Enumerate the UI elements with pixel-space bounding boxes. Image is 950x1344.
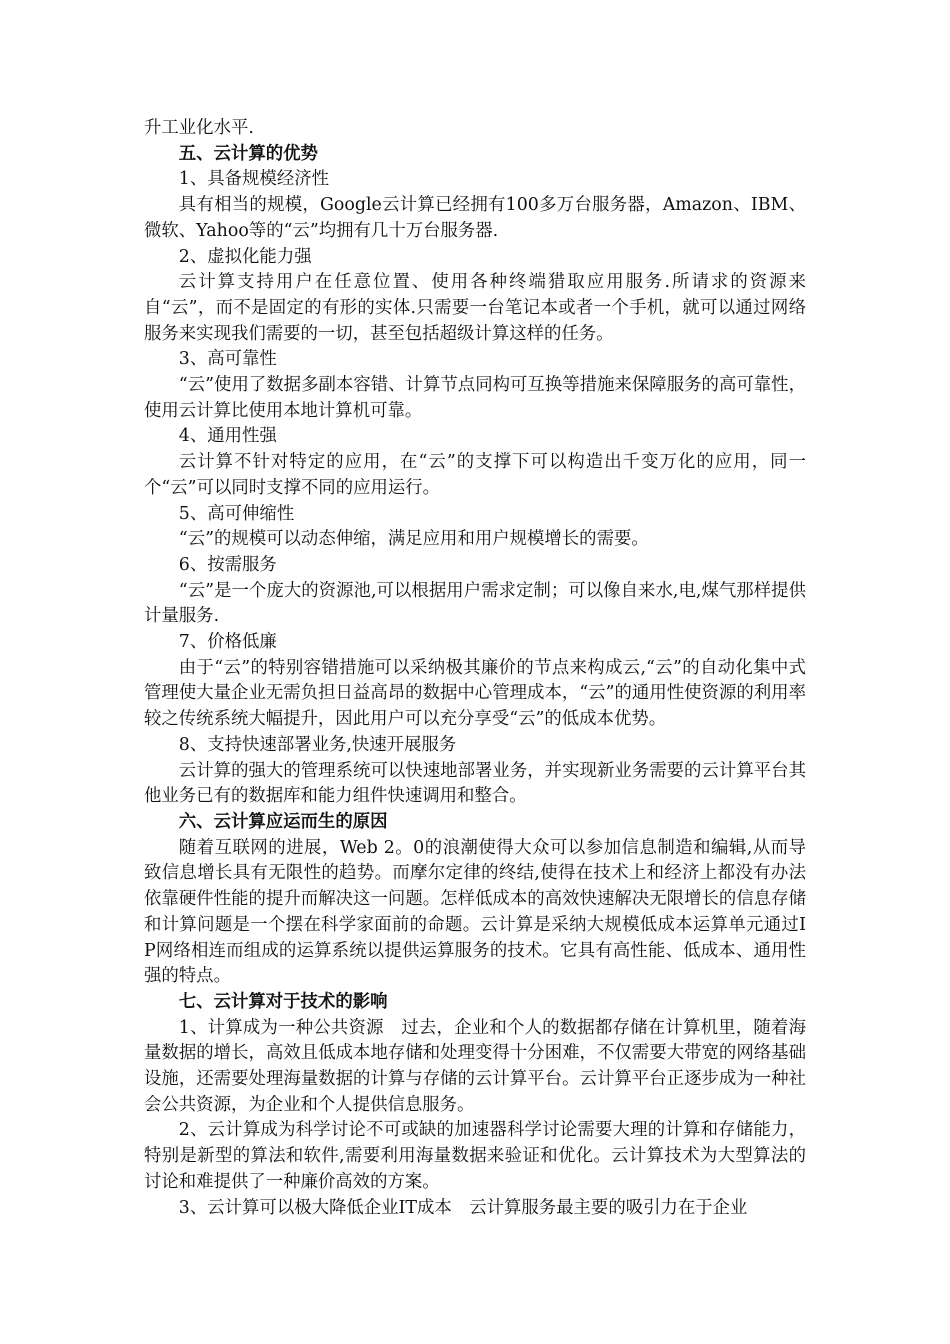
section-heading-impact: 七、云计算对于技术的影响: [178, 991, 388, 1012]
paragraph: “云”的规模可以动态伸缩，满足应用和用户规模增长的需要。: [178, 529, 649, 550]
paragraph-continuation: 升工业化水平.: [144, 118, 254, 138]
section-heading-advantages: 五、云计算的优势: [178, 143, 318, 164]
paragraph: “云”是一个庞大的资源池,可以根据用户需求定制；可以像自来水,电,煤气那样提供计量服务.: [144, 580, 806, 627]
list-item-heading: 6、按需服务: [178, 554, 277, 575]
paragraph: 具有相当的规模，Google云计算已经拥有100多万台服务器，Amazon、IBM、微软、Yahoo等的“云”均拥有几十万台服务器.: [144, 195, 806, 241]
paragraph: 云计算不针对特定的应用，在“云”的支撑下可以构造出千变万化的应用，同一个“云”可以同时支撑不同的应用运行。: [144, 452, 806, 498]
list-item-heading: 3、高可靠性: [178, 349, 277, 370]
list-item-heading: 1、具备规模经济性: [178, 169, 329, 190]
paragraph: 由于“云”的特别容错措施可以采纳极其廉价的节点来构成云,“云”的自动化集中式管理使大量企业无需负担日益高昂的数据中心管理成本，“云”的通用性使资源的利用率较之传统系统大幅提升，因此用户可以充分享受“云”的低成本优势。: [144, 657, 806, 730]
document-body: [144, 116, 806, 1221]
paragraph: 云计算的强大的管理系统可以快速地部署业务，并实现新业务需要的云计算平台其他业务已有的数据库和能力组件快速调用和整合。: [144, 760, 806, 807]
paragraph: 随着互联网的进展，Web 2。0的浪潮使得大众可以参加信息制造和编辑,从而导致信息增长具有无限性的趋势。而摩尔定律的终结,使得在技术上和经济上都没有办法依靠硬件性能的提升而解决这一问题。怎样低成本的高效快速解决无限增长的信息存储和计算问题是一个摆在科学家面前的命题。云计算是采纳大规模低成本运算单元通过IP网络相连而组成的运算系统以提供运算服务的技术。它具有高性能、低成本、通用性强的特点。: [144, 837, 806, 987]
list-item-heading: 2、虚拟化能力强: [178, 246, 312, 267]
paragraph: 2、云计算成为科学讨论不可或缺的加速器科学讨论需要大理的计算和存储能力，特别是新型的算法和软件,需要利用海量数据来验证和优化。云计算技术为大型算法的讨论和难提供了一种廉价高效的方案。: [144, 1120, 806, 1192]
list-item-heading: 7、价格低廉: [178, 632, 277, 653]
list-item-heading: 4、通用性强: [178, 426, 277, 447]
paragraph: “云”使用了数据多副本容错、计算节点同构可互换等措施来保障服务的高可靠性，使用云计算比使用本地计算机可靠。: [144, 375, 806, 421]
paragraph: 3、云计算可以极大降低企业IT成本 云计算服务最主要的吸引力在于企业: [178, 1197, 748, 1218]
paragraph: 云计算支持用户在任意位置、使用各种终端猎取应用服务.所请求的资源来自“云”，而不是固定的有形的实体.只需要一台笔记本或者一个手机，就可以通过网络服务来实现我们需要的一切，甚至包括超级计算这样的任务。: [144, 272, 806, 344]
list-item-heading: 8、支持快速部署业务,快速开展服务: [178, 734, 457, 755]
paragraph: 1、计算成为一种公共资源 过去，企业和个人的数据都存储在计算机里，随着海量数据的增长，高效且低成本地存储和处理变得十分困难，不仅需要大带宽的网络基础设施，还需要处理海量数据的计算与存储的云计算平台。云计算平台正逐步成为一种社会公共资源，为企业和个人提供信息服务。: [144, 1017, 806, 1115]
section-heading-reasons: 六、云计算应运而生的原因: [178, 811, 388, 832]
list-item-heading: 5、高可伸缩性: [178, 503, 295, 524]
